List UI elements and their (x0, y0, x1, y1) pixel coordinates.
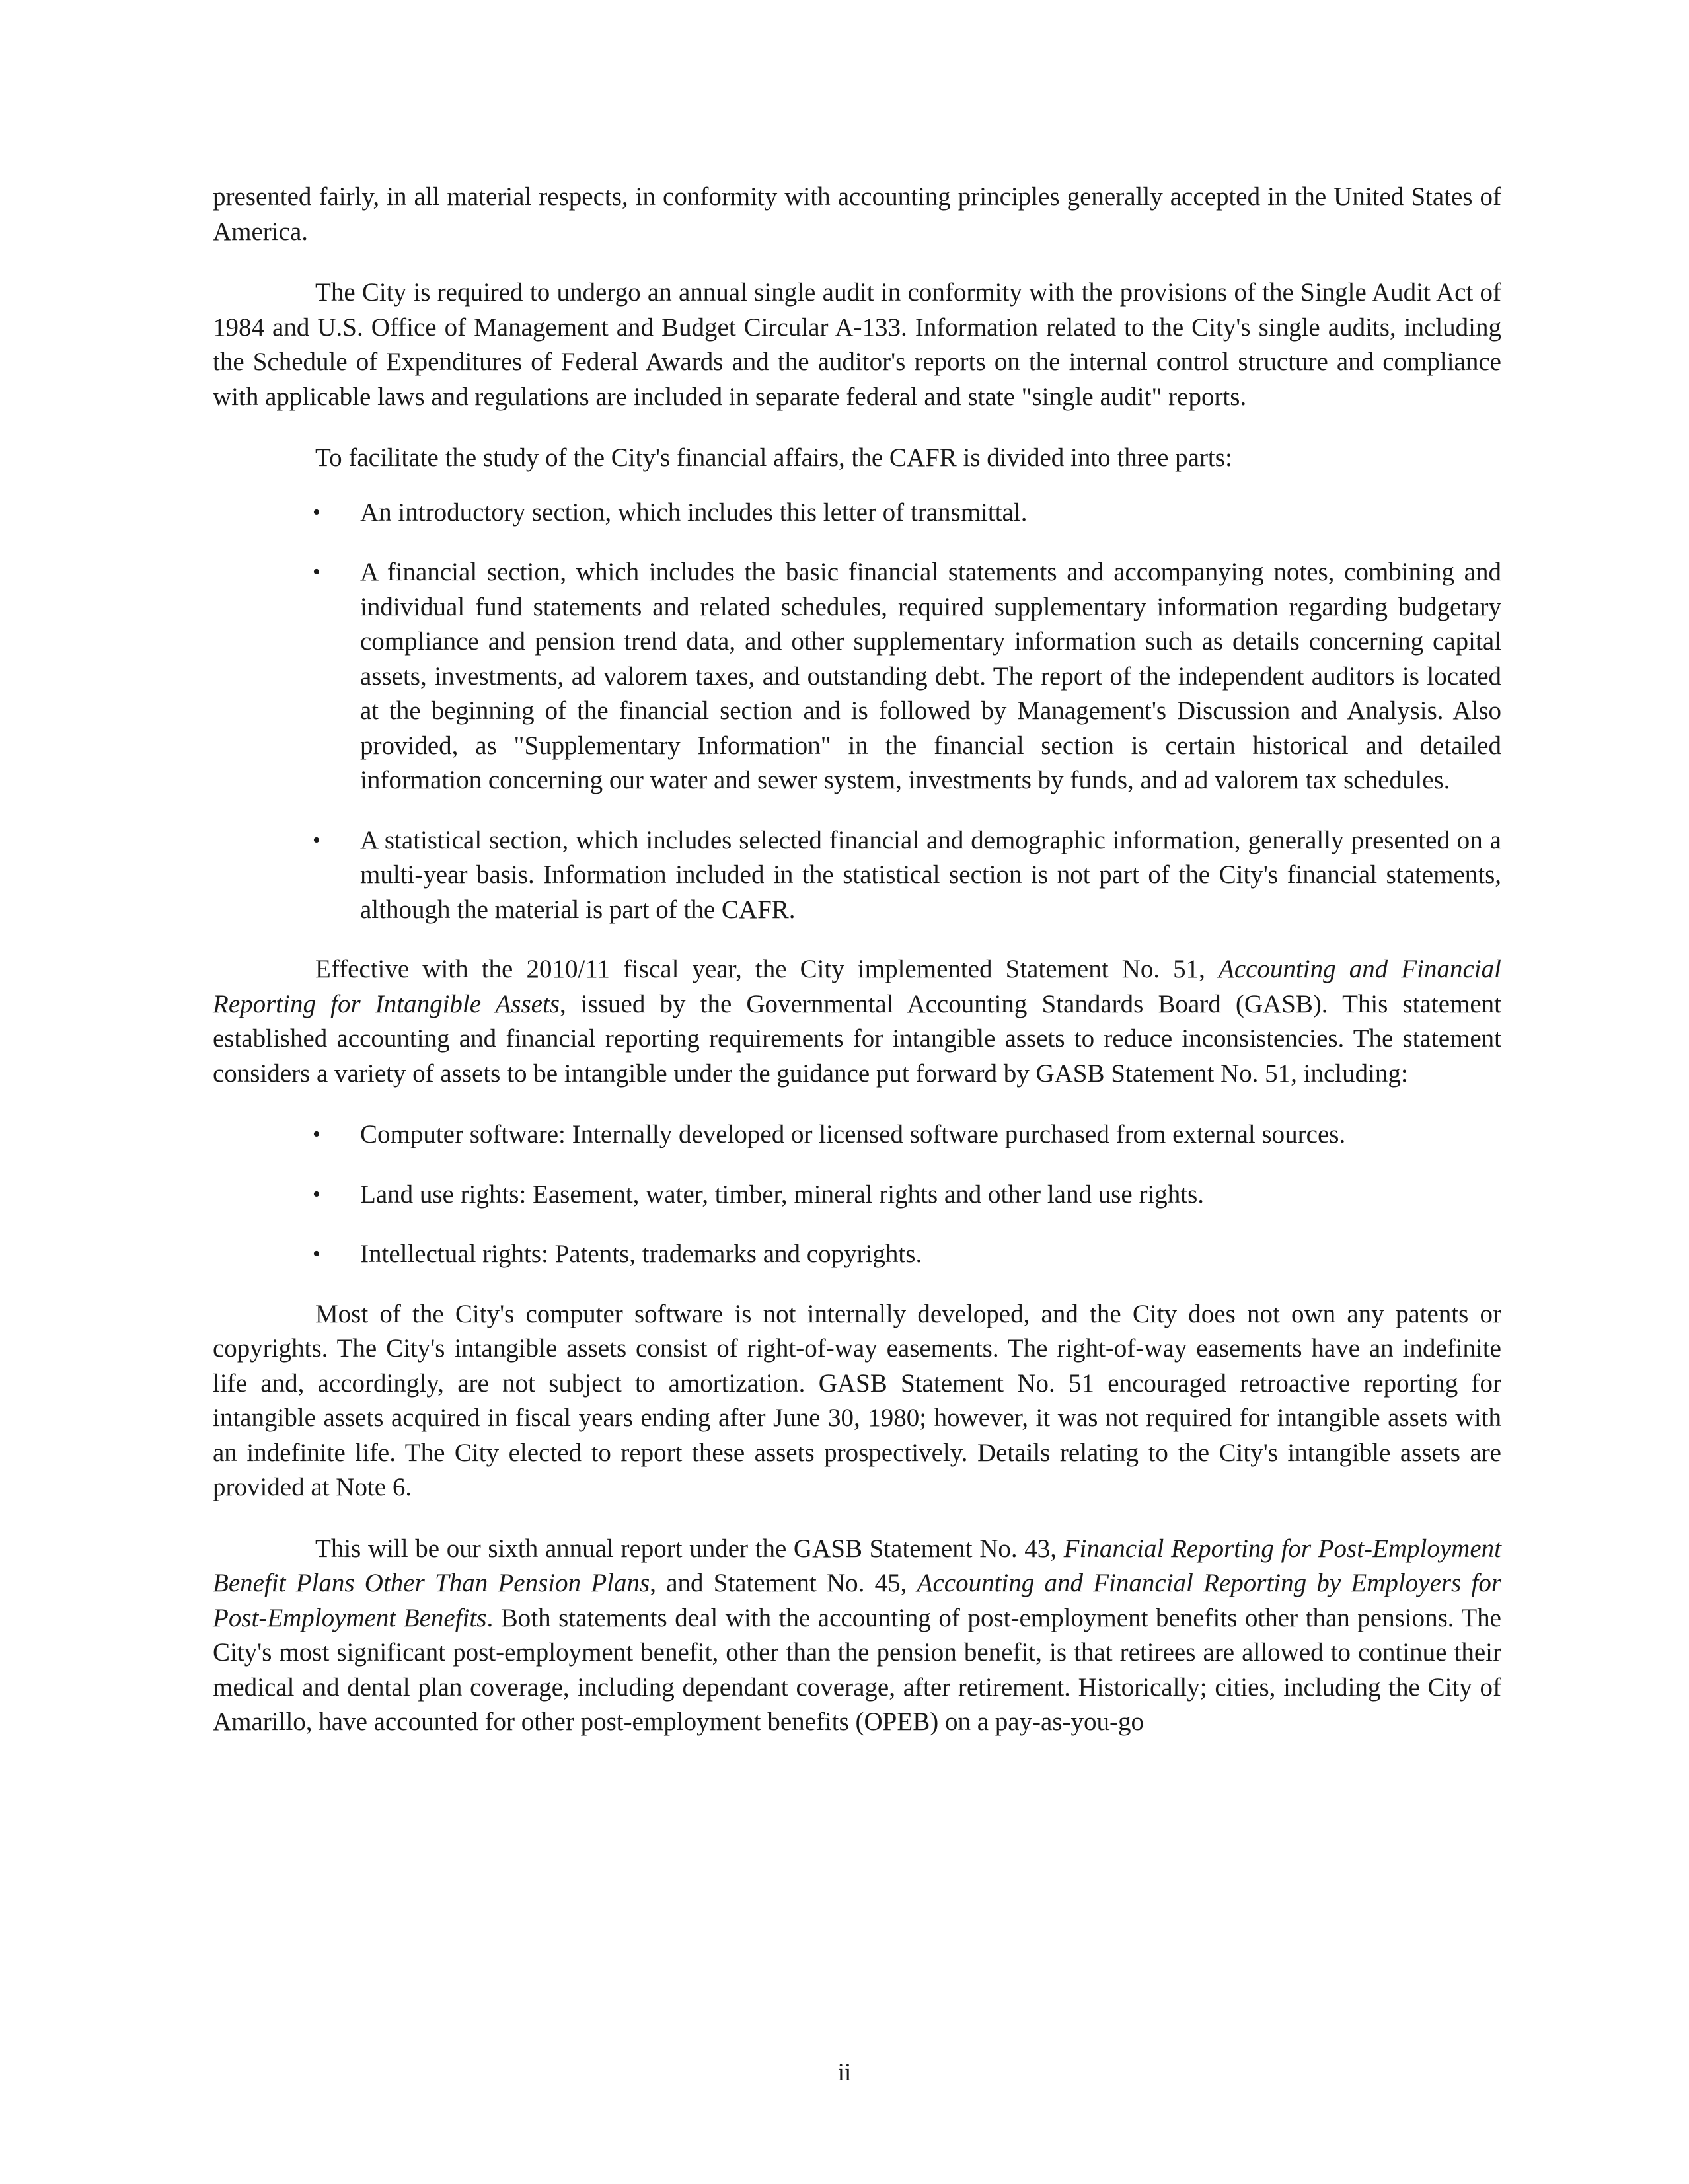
list-item (213, 555, 1501, 798)
paragraph-fair-presentation: presented fairly, in all material respects, in conformity with accounting principles generally accepted in the United States of America. (213, 182, 1501, 246)
bullet-icon: • (313, 1182, 320, 1207)
text-segment: . Both statements deal with the accounting of post-employment benefits other than pensions. The City's most significant post-employment benefit, other than the pension benefit, is that retirees are allowed to continue their medical and dental plan coverage, including dependant coverage, after retirement. Historically; cities, including the City of Amarillo, have accounted for other post-employment benefits (OPEB) on a pay-as-you-go (213, 1603, 1501, 1736)
cafr-parts-list (213, 496, 1501, 928)
paragraph-cafr-intro: To facilitate the study of the City's financial affairs, the CAFR is divided into three parts: (315, 443, 1232, 472)
list-item-text: A statistical section, which includes selected financial and demographic information, generally presented on a multi-year basis. Information included in the statistical section is not part of the City's financial statements, although the material is part of the CAFR. (360, 825, 1501, 924)
list-item (213, 496, 1501, 531)
list-item-text: Land use rights: Easement, water, timber, mineral rights and other land use rights. (360, 1180, 1205, 1209)
paragraph-gasb-51 (213, 952, 1501, 1091)
list-item (213, 1117, 1501, 1152)
list-item-text: Computer software: Internally developed or licensed software purchased from external sources. (360, 1120, 1346, 1148)
bullet-icon: • (313, 1242, 320, 1266)
text-segment: , issued by the Governmental Accounting Standards Board (GASB). This statement established accounting and financial reporting requirements for intangible assets to reduce inconsistencies. The statement considers a variety of assets to be intangible under the guidance put forward by GASB Statement No. 51, including: (213, 989, 1502, 1088)
bullet-icon: • (313, 827, 320, 852)
bullet-icon: • (313, 500, 320, 525)
list-item-text: An introductory section, which includes this letter of transmittal. (360, 498, 1028, 527)
paragraph-intangible-assets: Most of the City's computer software is not internally developed, and the City does not own any patents or copyrights. The City's intangible assets consist of right-of-way easements. The right-of-way easements have an indefinite life and, accordingly, are not subject to amortization. GASB Statement No. 51 encouraged retroactive reporting for intangible assets acquired in fiscal years ending after June 30, 1980; however, it was not required for intangible assets with an indefinite life. The City elected to report these assets prospectively. Details relating to the City's intangible assets are provided at Note 6. (213, 1299, 1501, 1501)
bullet-icon: • (313, 1122, 320, 1147)
paragraph-opeb (213, 1532, 1501, 1740)
bullet-icon: • (313, 560, 320, 584)
text-segment: , and Statement No. 45, (650, 1569, 917, 1597)
text-segment: This will be our sixth annual report under the GASB Statement No. 43, (315, 1534, 1064, 1563)
list-item (213, 823, 1501, 928)
statement-title: Financial Reporting for Post-Employment Benefit Plans Other Than Pension Plans (213, 1534, 1501, 1597)
list-item-text: A financial section, which includes the basic financial statements and accompanying notes, combining and individual fund statements and related schedules, required supplementary information regarding budgetary compliance and pension trend data, and other supplementary information such as details concerning capital assets, investments, ad valorem taxes, and outstanding debt. The report of the independent auditors is located at the beginning of the financial section and is followed by Management's Discussion and Analysis. Also provided, as "Supplementary Information" in the financial section is certain historical and detailed information concerning our water and sewer system, investments by funds, and ad valorem tax schedules. (360, 558, 1501, 794)
list-item (213, 1178, 1501, 1213)
paragraph-single-audit: The City is required to undergo an annual single audit in conformity with the provisions of the Single Audit Act of 1984 and U.S. Office of Management and Budget Circular A-133. Information related to the City's single audits, including the Schedule of Expenditures of Federal Awards and the auditor's reports on the internal control structure and compliance with applicable laws and regulations are included in separate federal and state "single audit" reports. (213, 278, 1501, 411)
statement-title: Accounting and Financial Reporting by Employers for Post-Employment Benefits (213, 1569, 1501, 1632)
list-item-text: Intellectual rights: Patents, trademarks and copyrights. (360, 1240, 922, 1268)
statement-title: Accounting and Financial Reporting for Intangible Assets (213, 955, 1501, 1018)
intangible-assets-list (213, 1117, 1501, 1272)
page-body (213, 180, 1501, 1766)
text-segment: Effective with the 2010/11 fiscal year, the City implemented Statement No. 51, (315, 955, 1219, 983)
list-item (213, 1237, 1501, 1272)
page-number: ii (837, 2059, 852, 2086)
